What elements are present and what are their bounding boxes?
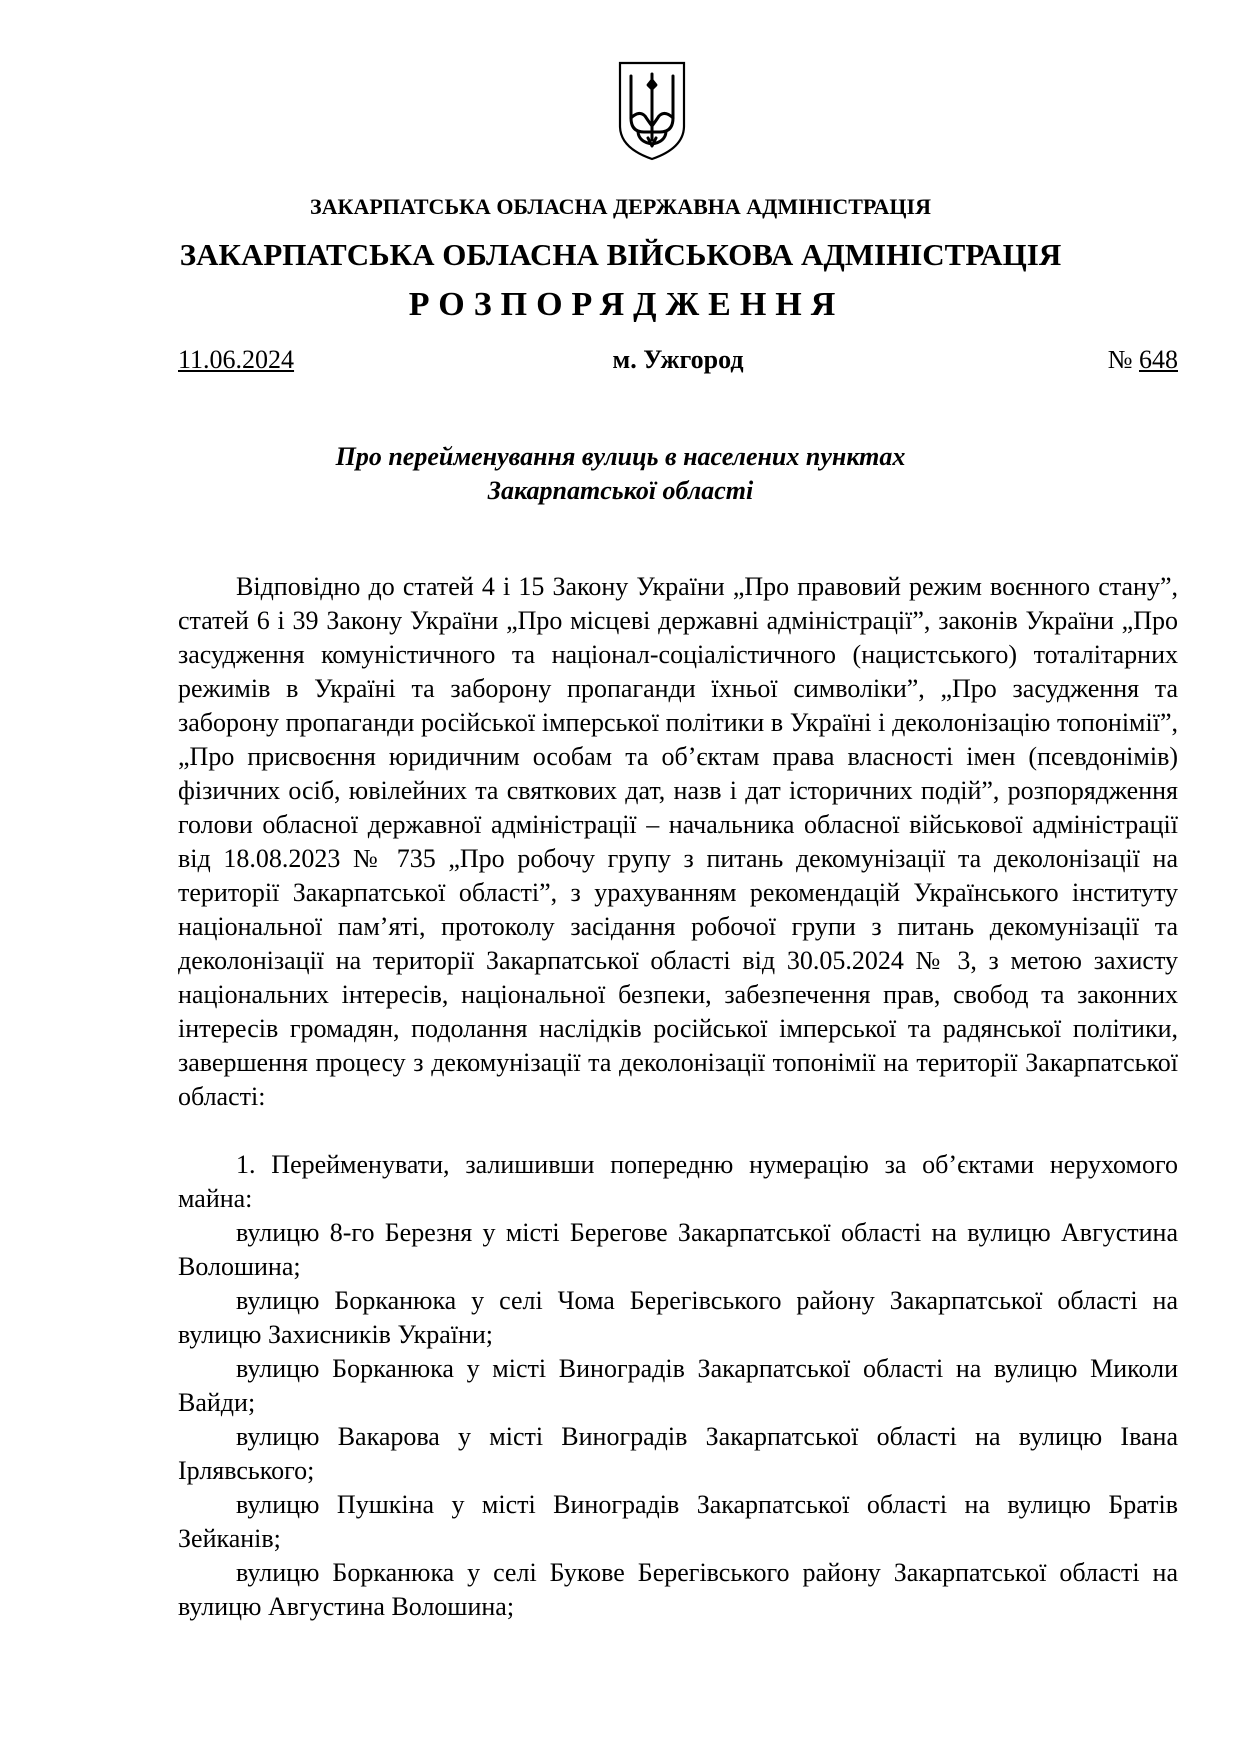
number-sign: № (1107, 345, 1133, 374)
number-value: 648 (1139, 345, 1178, 374)
street-rename-item: вулицю Борканюка у селі Чома Берегівського району Закарпатської області на вулицю Захисників України; (178, 1286, 1178, 1349)
subject-line-1: Про перейменування вулиць в населених пунктах (335, 442, 906, 471)
document-body (178, 570, 1178, 1624)
document-number (1108, 342, 1178, 378)
street-rename-item: вулицю Борканюка у селі Букове Берегівського району Закарпатської області на вулицю Августина Волошина; (178, 1558, 1178, 1621)
date-city-number-line (178, 342, 1178, 378)
document-city: м. Ужгород (612, 345, 744, 374)
org-name-military-admin: ЗАКАРПАТСЬКА ОБЛАСНА ВІЙСЬКОВА АДМІНІСТРАЦІЯ (179, 237, 1062, 272)
document-type-title: РОЗПОРЯДЖЕННЯ (408, 286, 845, 323)
document-subject (0, 440, 1241, 508)
street-rename-item: вулицю Вакарова у місті Виноградів Закарпатської області на вулицю Івана Ірлявського; (178, 1422, 1178, 1485)
item-1-paragraph: 1. Перейменувати, залишивши попередню нумерацію за об’єктами нерухомого майна: (178, 1150, 1178, 1213)
document-date: 11.06.2024 (178, 345, 295, 374)
subject-line-2: Закарпатської області (487, 476, 754, 505)
preamble-paragraph: Відповідно до статей 4 і 15 Закону України „Про правовий режим воєнного стану”, статей 6 і 39 Закону України „Про місцеві державні адміністрації”, законів України „Про засудження комуністичного та націонал-соціалістичного (нацистського) тоталітарних режимів в Україні та заборону пропаганди їхньої символіки”, „Про засудження та заборону пропаганди російської імперської політики в Україні і деколонізацію топонімії”, „Про присвоєння юридичним особам та об’єктам права власності імен (псевдонімів) фізичних осіб, ювілейних та святкових дат, назв і дат історичних подій”, розпорядження голови обласної державної адміністрації – начальника обласної військової адміністрації від 18.08.2023 № 735 „Про робочу групу з питань декомунізації та деколонізації на території Закарпатської області”, з урахуванням рекомендацій Українського інституту національної пам’яті, протоколу засідання робочої групи з питань декомунізації та деколонізації на території Закарпатської області від 30.05.2024 № 3, з метою захисту національних інтересів, національної безпеки, забезпечення прав, свобод та законних інтересів громадян, подолання наслідків російської імперської та радянської політики, завершення процесу з декомунізації та деколонізації топонімії на території Закарпатської області: (178, 572, 1178, 1111)
street-rename-item: вулицю Пушкіна у місті Виноградів Закарпатської області на вулицю Братів Зейканів; (178, 1490, 1178, 1553)
street-rename-item: вулицю 8-го Березня у місті Берегове Закарпатської області на вулицю Августина Волошина; (178, 1218, 1178, 1281)
org-name-state-admin: ЗАКАРПАТСЬКА ОБЛАСНА ДЕРЖАВНА АДМІНІСТРАЦІЯ (310, 194, 931, 219)
trident-icon (617, 60, 687, 162)
street-rename-item: вулицю Борканюка у місті Виноградів Закарпатської області на вулицю Миколи Вайди; (178, 1354, 1178, 1417)
